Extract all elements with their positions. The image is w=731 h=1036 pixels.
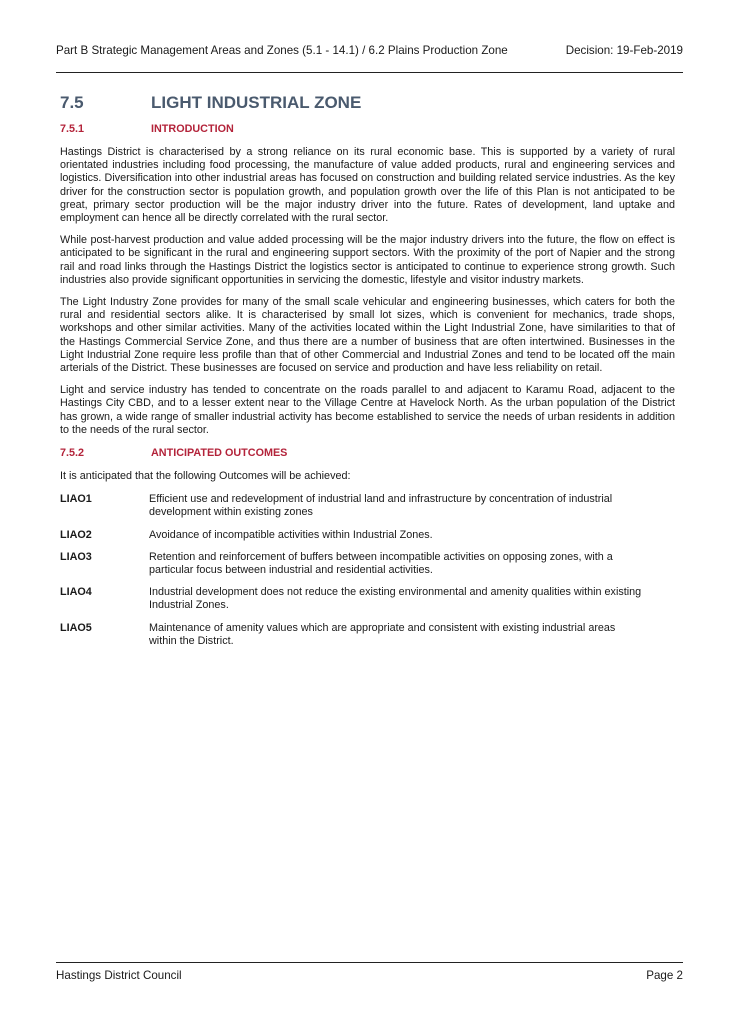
outcomes-lead: It is anticipated that the following Outcomes will be achieved:: [60, 470, 351, 483]
introduction-number: 7.5.1: [60, 123, 85, 135]
intro-paragraph: While post-harvest production and value added processing will be the major industry drivers into the future, the flow on effect is anticipated to be significant in the rural and engineering support sectors. With the proximity of the port of Napier and the strong rail and road links through the Hastings District the logistics sector is anticipated to continue to experience strong growth. Such industries also provide significant opportunities in servicing the domestic, lifestyle and visitor industry markets.: [60, 234, 675, 286]
outcome-item: [60, 529, 675, 542]
outcome-text: Avoidance of incompatible activities within Industrial Zones.: [149, 528, 433, 541]
outcomes-number: 7.5.2: [60, 447, 85, 460]
outcome-item: [60, 622, 675, 648]
introduction-title: INTRODUCTION: [151, 123, 234, 135]
outcome-text: Retention and reinforcement of buffers between incompatible activities on opposing zones, with a particular focus between industrial and residential activities.: [149, 550, 613, 577]
outcomes-heading: [60, 446, 675, 460]
outcome-code: LIAO5: [60, 621, 92, 634]
outcome-item: [60, 586, 675, 612]
header-document-part: Part B Strategic Management Areas and Zones (5.1 - 14.1) / 6.2 Plains Production Zone: [56, 44, 508, 57]
section-heading: [60, 92, 675, 114]
outcome-code: LIAO2: [60, 528, 92, 541]
outcome-code: LIAO4: [60, 586, 92, 599]
outcome-text: Industrial development does not reduce the existing environmental and amenity qualities within existing Industrial Zones.: [149, 586, 642, 612]
outcomes-title: ANTICIPATED OUTCOMES: [151, 447, 288, 460]
section-title: LIGHT INDUSTRIAL ZONE: [151, 93, 362, 112]
section-number: 7.5: [60, 93, 84, 112]
footer-page-number: Page 2: [646, 969, 683, 982]
outcome-code: LIAO1: [60, 493, 92, 506]
introduction-heading: [60, 122, 675, 136]
footer-organisation: Hastings District Council: [56, 969, 182, 982]
outcome-item: [60, 493, 675, 519]
intro-paragraph: The Light Industry Zone provides for many of the small scale vehicular and engineering businesses, which caters for both the rural and residential sectors alike. It is characterised by small lot sizes, which is convenient for mechanics, trade shops, workshops and other similar activities. Many of the activities located within the Light Industrial Zone, have similarities to that of the Hastings Commercial Service Zone, and thus there are a number of business that are often intertwined. Businesses in the Light Industrial Zone require less profile than that of other Commercial and Industrial Zones and tend to be located off the main arterials of the District. These businesses are focused on service and production and have less reliability on retail.: [60, 296, 675, 375]
outcome-item: [60, 551, 675, 577]
header-decision-date: Decision: 19-Feb-2019: [565, 44, 683, 57]
page-footer: [56, 962, 683, 982]
intro-paragraph: Light and service industry has tended to concentrate on the roads parallel to and adjacent to Karamu Road, adjacent to the Hastings City CBD, and to a lesser extent near to the Village Centre at Havelock North. As the urban population of the District has grown, a wide range of smaller industrial activity has become established to service the needs of urban residents in addition to the needs of the rural sector.: [60, 384, 675, 436]
page-content: [60, 92, 675, 657]
intro-paragraph: Hastings District is characterised by a strong reliance on its rural economic base. This is supported by a variety of rural orientated industries including food processing, the manufacture of value added products, rural and engineering services and logistics. Diversification into other industrial areas has focused on construction and building related service industries. As the key driver for the construction sector is population growth, and population growth over the life of this Plan is not anticipated to be great, primary sector production will be the major industry driver into the future. Rates of development, land uptake and employment can hence all be directly correlated with the rural sector.: [60, 146, 675, 225]
outcome-text: Maintenance of amenity values which are appropriate and consistent with existing industrial areas within the District.: [149, 621, 616, 647]
outcome-code: LIAO3: [60, 550, 92, 563]
outcome-text: Efficient use and redevelopment of industrial land and infrastructure by concentration of industrial development within existing zones: [149, 493, 613, 519]
page-header: [56, 44, 683, 73]
